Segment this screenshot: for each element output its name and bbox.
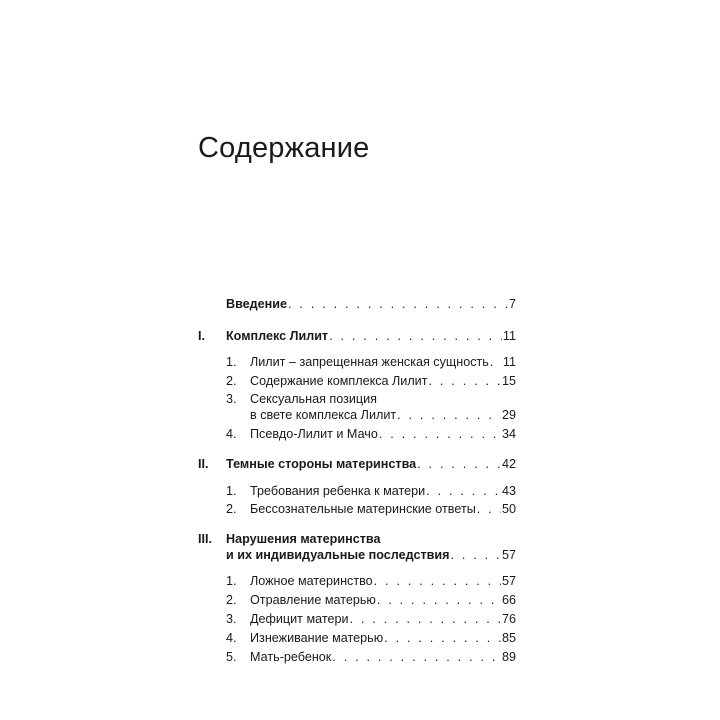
leader-dots bbox=[426, 483, 501, 499]
toc-page-number: 11 bbox=[502, 355, 516, 369]
toc-item-3-1[interactable] bbox=[226, 573, 516, 589]
toc-section-label: Темные стороны материнства bbox=[226, 457, 417, 471]
toc-item-2-2[interactable] bbox=[226, 501, 516, 517]
toc-item-label: Бессознательные материнские ответы bbox=[250, 502, 476, 516]
leader-dots bbox=[429, 373, 501, 389]
item-number: 2. bbox=[226, 374, 237, 388]
toc-item-label: Изнеживание матерью bbox=[250, 631, 384, 645]
toc-page-number: 76 bbox=[501, 612, 516, 626]
toc-section-label: Комплекс Лилит bbox=[226, 329, 329, 343]
toc-item-1-2[interactable] bbox=[226, 373, 516, 389]
toc-item-1-1[interactable] bbox=[226, 354, 516, 370]
leader-dots bbox=[384, 630, 501, 646]
item-number: 4. bbox=[226, 631, 237, 645]
toc-section-2[interactable] bbox=[198, 456, 516, 472]
toc-section-label-line1: Нарушения материнства bbox=[226, 532, 381, 546]
toc-item-3-4[interactable] bbox=[226, 630, 516, 646]
item-number: 4. bbox=[226, 427, 237, 441]
leader-dots bbox=[332, 649, 501, 665]
page-title: Содержание bbox=[198, 132, 370, 164]
toc-section-1[interactable] bbox=[198, 328, 516, 344]
toc-page-number: 7 bbox=[508, 297, 516, 311]
toc-page-number: 11 bbox=[502, 329, 516, 343]
toc-page-number: 57 bbox=[501, 574, 516, 588]
toc-item-1-4[interactable] bbox=[226, 426, 516, 442]
leader-dots bbox=[450, 547, 501, 563]
toc-page-number: 42 bbox=[501, 457, 516, 471]
toc-page-number: 57 bbox=[501, 548, 516, 562]
toc-item-3-2[interactable] bbox=[226, 592, 516, 608]
toc-entry-label: Введение bbox=[226, 297, 288, 311]
item-number: 3. bbox=[226, 612, 237, 626]
toc-item-label: Псевдо-Лилит и Мачо bbox=[250, 427, 378, 441]
leader-dots bbox=[288, 296, 508, 312]
toc-item-1-3[interactable] bbox=[226, 391, 516, 423]
leader-dots bbox=[417, 456, 501, 472]
leader-dots bbox=[490, 354, 502, 370]
toc-item-3-5[interactable] bbox=[226, 649, 516, 665]
toc-item-label: Отравление матерью bbox=[250, 593, 376, 607]
toc-item-label: в свете комплекса Лилит bbox=[250, 408, 397, 422]
toc-item-label: Содержание комплекса Лилит bbox=[250, 374, 428, 388]
leader-dots bbox=[329, 328, 502, 344]
toc-item-2-1[interactable] bbox=[226, 483, 516, 499]
item-number: 2. bbox=[226, 502, 237, 516]
toc-section-label: и их индивидуальные последствия bbox=[226, 548, 450, 562]
toc-item-label-line1: Сексуальная позиция bbox=[250, 392, 377, 406]
item-number: 5. bbox=[226, 650, 237, 664]
toc-page-number: 29 bbox=[501, 408, 516, 422]
section-number: III. bbox=[198, 532, 212, 546]
leader-dots bbox=[397, 407, 501, 423]
toc-page-number: 15 bbox=[501, 374, 516, 388]
toc-item-label: Требования ребенка к матери bbox=[250, 484, 426, 498]
toc-item-label: Дефицит матери bbox=[250, 612, 349, 626]
toc-section-3[interactable] bbox=[198, 531, 516, 563]
toc-page-number: 50 bbox=[501, 502, 516, 516]
toc-item-3-3[interactable] bbox=[226, 611, 516, 627]
item-number: 1. bbox=[226, 574, 237, 588]
leader-dots bbox=[379, 426, 501, 442]
toc-page-number: 89 bbox=[501, 650, 516, 664]
leader-dots bbox=[377, 592, 501, 608]
section-number: I. bbox=[198, 329, 205, 343]
leader-dots bbox=[350, 611, 501, 627]
toc-entry-intro[interactable] bbox=[226, 296, 516, 312]
toc-item-label: Ложное материнство bbox=[250, 574, 373, 588]
item-number: 2. bbox=[226, 593, 237, 607]
section-number: II. bbox=[198, 457, 209, 471]
toc-page-number: 85 bbox=[501, 631, 516, 645]
item-number: 1. bbox=[226, 484, 237, 498]
leader-dots bbox=[374, 573, 501, 589]
toc-page-number: 34 bbox=[501, 427, 516, 441]
leader-dots bbox=[477, 501, 501, 517]
item-number: 3. bbox=[226, 392, 237, 406]
toc-item-label: Лилит – запрещенная женская сущность bbox=[250, 355, 489, 369]
item-number: 1. bbox=[226, 355, 237, 369]
toc-item-label: Мать-ребенок bbox=[250, 650, 332, 664]
toc-page-number: 66 bbox=[501, 593, 516, 607]
toc-page-number: 43 bbox=[501, 484, 516, 498]
